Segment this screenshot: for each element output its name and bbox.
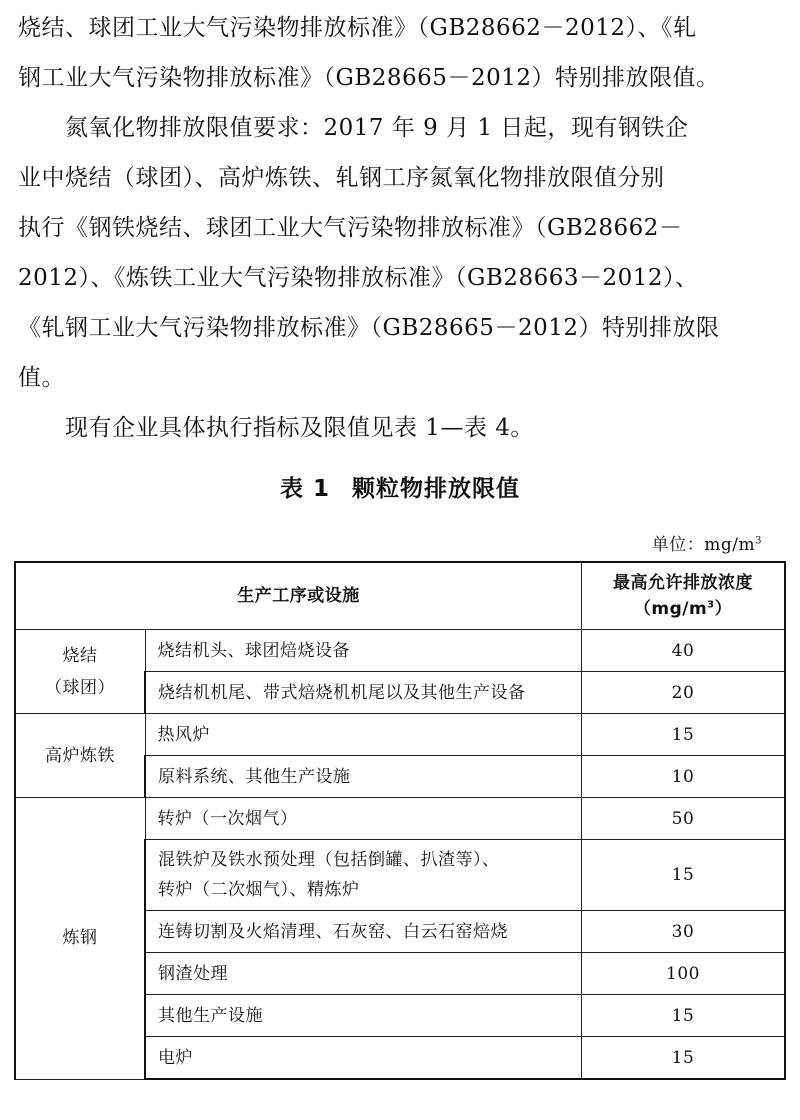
text-line: 烧结、球团工业大气污染物排放标准》（GB28662－2012）、《轧	[18, 15, 697, 41]
process-line: 热风炉	[157, 724, 210, 745]
limit-value-cell: 10	[582, 756, 786, 798]
text-line: 氮氧化物排放限值要求：2017 年 9 月 1 日起，现有钢铁企	[18, 115, 689, 141]
process-cell	[145, 953, 582, 995]
limit-value-cell: 30	[582, 911, 786, 953]
process-cell	[145, 798, 582, 840]
process-cell	[145, 630, 582, 672]
process-cell	[145, 911, 582, 953]
process-line: 转炉（二次烟气）、精炼炉	[158, 880, 360, 900]
unit-text: 单位：mg/m	[651, 535, 756, 555]
limit-value-cell: 15	[582, 995, 786, 1037]
particulate-limits-table	[14, 561, 786, 1080]
text-line: 钢工业大气污染物排放标准》（GB28665－2012）特别排放限值。	[18, 65, 720, 91]
limit-value-cell: 50	[582, 798, 786, 840]
limit-value-cell: 100	[582, 953, 786, 995]
text-line: 现有企业具体执行指标及限值见表 1—表 4。	[18, 415, 534, 441]
process-cell	[145, 714, 582, 756]
paragraph-standards-continued	[18, 3, 782, 103]
text-line: 值。	[18, 365, 65, 391]
process-cell	[145, 1037, 582, 1080]
text-line: 《轧钢工业大气污染物排放标准》（GB28665－2012）特别排放限	[18, 315, 720, 341]
process-line: 钢渣处理	[158, 963, 228, 984]
process-line: 连铸切割及火焰清理、石灰窑、白云石窑焙烧	[158, 921, 508, 942]
process-line: 电炉	[158, 1047, 193, 1068]
process-line: 烧结机头、球团焙烧设备	[157, 640, 350, 661]
header-limit	[582, 562, 786, 630]
category-cell	[15, 714, 145, 798]
process-cell	[145, 672, 582, 714]
table-number: 表 1	[279, 476, 330, 502]
table-header-row	[15, 562, 785, 630]
header-limit-unit: （mg/m	[633, 599, 708, 619]
header-process: 生产工序或设施	[15, 562, 582, 630]
header-limit-line2	[582, 596, 784, 622]
header-limit-close: ）	[714, 599, 733, 619]
category-cell	[15, 630, 145, 714]
paragraph-table-reference	[18, 403, 782, 453]
header-limit-exponent: 3	[707, 599, 715, 611]
limit-value-cell: 15	[582, 840, 786, 911]
table-title	[0, 470, 800, 503]
table-row	[15, 798, 785, 840]
unit-label	[652, 530, 762, 555]
unit-exponent: 3	[755, 535, 762, 547]
table-row	[15, 630, 785, 672]
limit-value-cell: 15	[582, 714, 786, 756]
text-line: 业中烧结（球团）、高炉炼铁、轧钢工序氮氧化物排放限值分别	[18, 165, 665, 191]
process-cell	[145, 995, 582, 1037]
limit-value-cell: 40	[582, 630, 786, 672]
category-line: 高炉炼铁	[45, 745, 115, 766]
process-line: 原料系统、其他生产设施	[158, 766, 351, 787]
table-name: 颗粒物排放限值	[352, 476, 520, 502]
header-limit-line1: 最高允许排放浓度	[613, 573, 753, 593]
limit-value-cell: 15	[582, 1037, 786, 1080]
process-cell	[145, 840, 582, 911]
limit-value-cell: 20	[582, 672, 786, 714]
category-line: （球团）	[45, 677, 115, 698]
text-line: 执行《钢铁烧结、球团工业大气污染物排放标准》（GB28662－	[18, 215, 683, 241]
paragraph-nox-limits	[18, 103, 782, 403]
process-line: 混铁炉及铁水预处理（包括倒罐、扒渣等）、	[158, 850, 500, 870]
process-line: 烧结机机尾、带式焙烧机机尾以及其他生产设备	[158, 682, 526, 703]
process-line: 其他生产设施	[158, 1005, 263, 1026]
category-cell	[15, 798, 145, 1080]
category-line: 烧结	[62, 645, 98, 666]
text-line: 2012）、《炼铁工业大气污染物排放标准》（GB28663－2012）、	[18, 265, 699, 291]
process-cell	[145, 756, 582, 798]
process-line: 转炉（一次烟气）	[157, 808, 298, 829]
category-line: 炼钢	[62, 928, 98, 949]
table-row	[15, 714, 785, 756]
